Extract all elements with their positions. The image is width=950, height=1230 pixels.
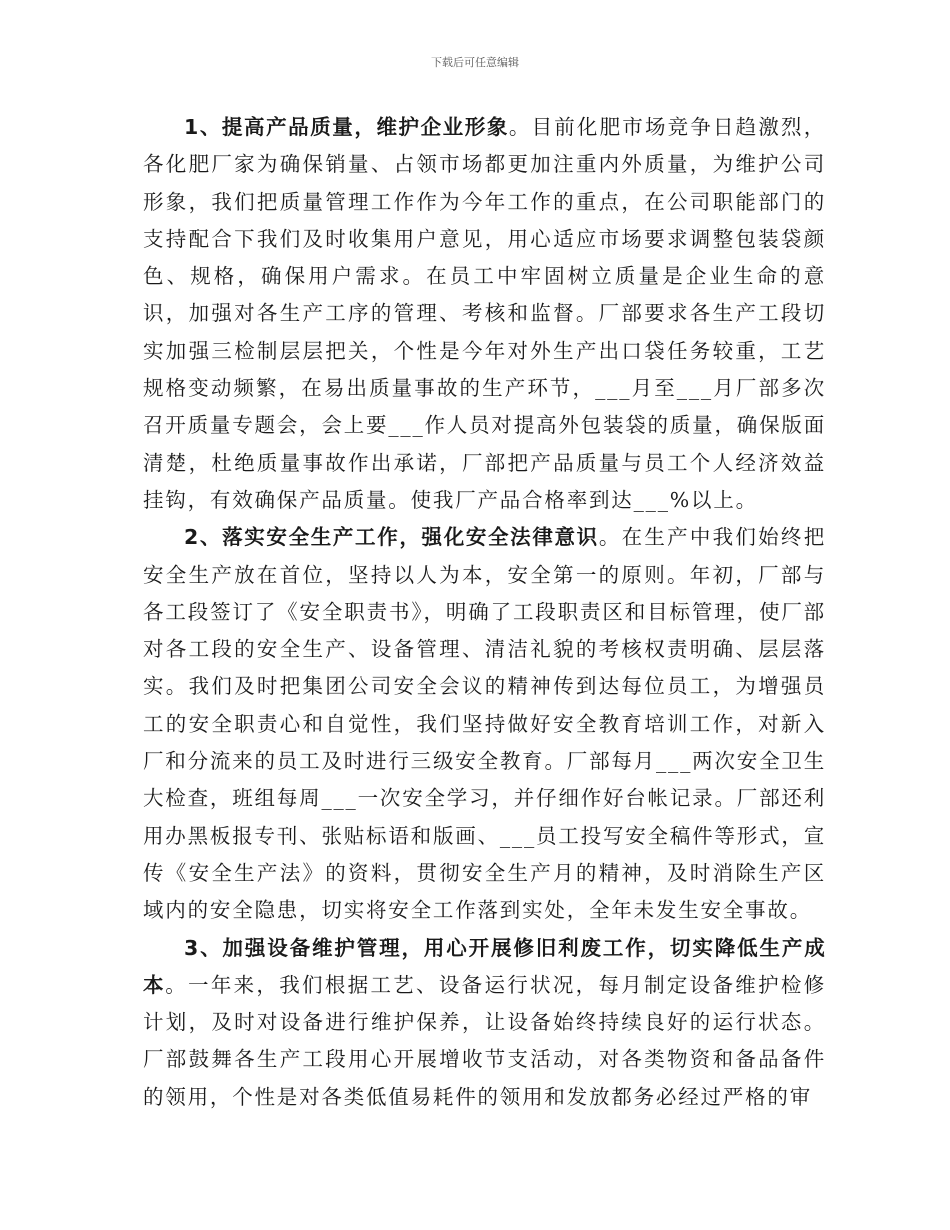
paragraph-heading: 3、加强设备维护管理，用心开展修旧利废工作，切实降低生产成本 [143,935,826,997]
paragraph-safety [143,519,826,929]
paragraph-body: 。一年来，我们根据工艺、设备运行状况，每月制定设备维护检修计划，及时对设备进行维护保养，让设备始终持续良好的运行状态。厂部鼓舞各生产工段用心开展增收节支活动，对各类物资和备品备件的领用，个性是对各类低值易耗件的领用和发放都务必经过严格的审 [143,972,827,1109]
page-header: 下载后可任意编辑 [431,56,519,69]
paragraph-quality [143,109,826,519]
paragraph-equipment [143,930,826,1116]
document-body [143,109,826,1116]
paragraph-heading: 1、提高产品质量，维护企业形象 [184,115,509,139]
paragraph-body: 。目前化肥市场竞争日趋激烈，各化肥厂家为确保销量、占领市场都更加注重内外质量，为维护公司形象，我们把质量管理工作作为今年工作的重点，在公司职能部门的支持配合下我们及时收集用户意见，用心适应市场要求调整包装袋颜色、规格，确保用户需求。在员工中牢固树立质量是企业生命的意识，加强对各生产工序的管理、考核和监督。厂部要求各生产工段切实加强三检制层层把关，个性是今年对外生产出口袋任务较重，工艺规格变动频繁，在易出质量事故的生产环节，___月至___月厂部多次召开质量专题会，会上要___作人员对提高外包装袋的质量，确保版面清楚，杜绝质量事故作出承诺，厂部把产品质量与员工个人经济效益挂钩，有效确保产品质量。使我厂产品合格率到达___%以上。 [143,115,826,512]
paragraph-heading: 2、落实安全生产工作，强化安全法律意识 [184,525,599,550]
paragraph-body: 。在生产中我们始终把安全生产放在首位，坚持以人为本，安全第一的原则。年初，厂部与各工段签订了《安全职责书》，明确了工段职责区和目标管理，使厂部对各工段的安全生产、设备管理、清洁礼貌的考核权责明确、层层落实。我们及时把集团公司安全会议的精神传到达每位员工，为增强员工的安全职责心和自觉性，我们坚持做好安全教育培训工作，对新入厂和分流来的员工及时进行三级安全教育。厂部每月___两次安全卫生大检查，班组每周___一次安全学习，并仔细作好台帐记录。厂部还利用办黑板报专刊、张贴标语和版画、___员工投写安全稿件等形式，宣传《安全生产法》的资料，贯彻安全生产月的精神，及时消除生产区域内的安全隐患，切实将安全工作落到实处，全年未发生安全事故。 [143,525,826,923]
